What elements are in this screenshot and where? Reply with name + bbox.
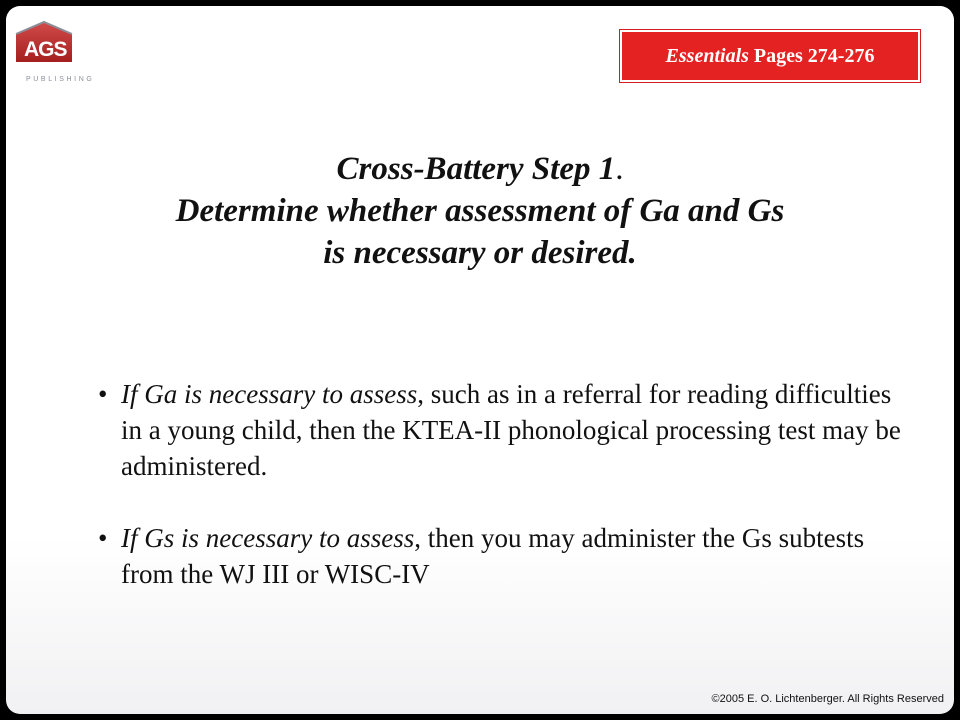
bullet-item-gs [98,520,908,592]
bullet-lead-ga: If Ga is necessary to assess [121,379,418,409]
slide-title [46,148,914,274]
slide [6,6,954,714]
copyright-notice: ©2005 E. O. Lichtenberger. All Rights Reserved [711,693,944,705]
title-step-punct: . [615,151,624,187]
bullet-text-ga: , such as in a referral for reading difficulties in a young child, then the KTEA-II phonological processing test may be administered. [121,379,901,481]
bullet-list [98,376,908,628]
page-reference-emphasis: Essentials [665,44,749,67]
bullet-item-ga [98,376,908,484]
page-reference-badge [620,30,920,82]
logo-wordmark: AGS [24,38,67,61]
title-line-2: Determine whether assessment of Ga and Gs [175,193,785,229]
bullet-marker: • [98,379,108,409]
bullet-lead-gs: If Gs is necessary to assess [121,523,415,553]
page-reference-text: Pages 274-276 [753,44,875,67]
bullet-text-gs: , then you may administer the Gs subtests from the WJ III or WISC-IV [121,523,865,589]
ags-logo [14,20,100,86]
logo-subtext: PUBLISHING [26,76,95,83]
title-step-label: Cross-Battery Step 1 [336,151,616,187]
bullet-marker: • [98,523,108,553]
title-line-1 [46,148,914,190]
title-line-3: is necessary or desired. [323,235,637,271]
